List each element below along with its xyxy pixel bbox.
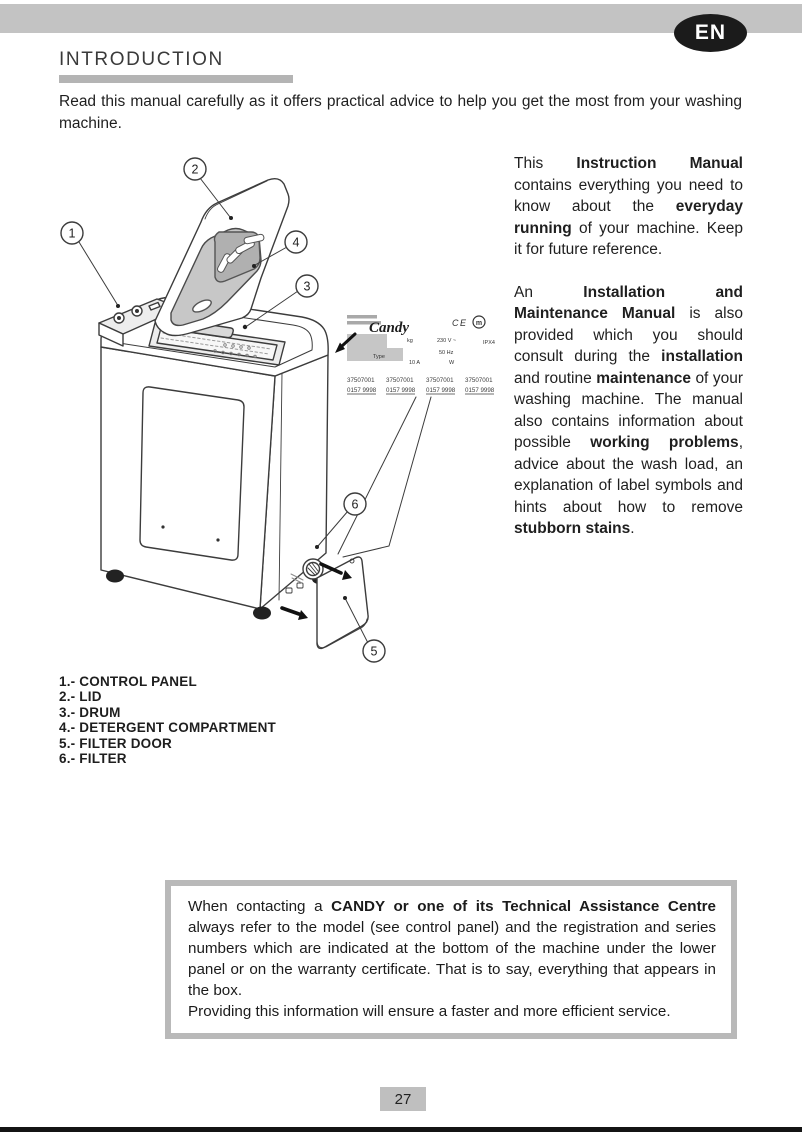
list-item: 3.- DRUM: [59, 704, 121, 720]
page-title: INTRODUCTION: [59, 49, 224, 70]
instruction-manual-paragraph: This Instruction Manual contains everything you need to know about the everyday running of your machine. Keep it for future reference.: [514, 155, 743, 258]
serial-numbers: [347, 377, 495, 394]
list-item: 5.- FILTER DOOR: [59, 735, 172, 751]
callout-6: 6: [351, 497, 359, 512]
type-label: Type: [373, 354, 385, 360]
filter-door: [317, 557, 368, 648]
intro-paragraph: Read this manual carefully as it offers practical advice to help you get the most from your washing machine.: [59, 93, 742, 132]
serial-leader-lines: [338, 397, 431, 557]
list-item: 6.- FILTER: [59, 751, 127, 767]
maintenance-manual-paragraph: An Installation and Maintenance Manual is also provided which you should consult during the installation and routine maintenance of your washing machine. The manual also contains information about possible working problems, advice about the wash load, an explanation of label symbols and hints about how to remove stubborn stains.: [514, 283, 743, 537]
assistance-note-text: When contacting a CANDY or one of its Technical Assistance Centre always refer to the model (see control panel) and the registration and series numbers which are indicated at the bottom of the machine under the lower panel or on the warranty certificate. That is to say, everything that appears in the box.: [188, 898, 716, 999]
svg-text:37507001: 37507001: [465, 377, 493, 384]
language-badge: EN: [674, 14, 747, 52]
assistance-note-box: [165, 880, 737, 1039]
svg-text:0157 9998: 0157 9998: [465, 387, 495, 394]
amps-label: 10 A: [409, 360, 421, 366]
svg-text:37507001: 37507001: [426, 377, 454, 384]
svg-text:0157 9998: 0157 9998: [426, 387, 456, 394]
callout-2: 2: [191, 162, 199, 177]
callout-3: 3: [303, 279, 311, 294]
parts-list: [59, 674, 276, 766]
ce-mark: CE: [452, 318, 468, 328]
manual-description-column: [514, 153, 743, 540]
foot-front: [253, 607, 271, 620]
svg-text:37507001: 37507001: [386, 377, 414, 384]
svg-text:37507001: 37507001: [347, 377, 375, 384]
brand-logo: Candy: [368, 320, 410, 336]
list-item: 2.- LID: [59, 689, 102, 705]
list-item: 1.- CONTROL PANEL: [59, 674, 197, 689]
voltage-label: 230 V ~: [437, 338, 457, 344]
callout-5: 5: [370, 644, 378, 659]
title-underline-bar: [59, 75, 293, 83]
callout-4: 4: [292, 235, 300, 250]
assistance-note-text-2: Providing this information will ensure a faster and more efficient service.: [188, 1003, 671, 1020]
list-item: 4.- DETERGENT COMPARTMENT: [59, 720, 276, 736]
ip-rating-label: IPX4: [483, 340, 495, 346]
bottom-black-bar: [0, 1127, 802, 1132]
svg-text:0157 9998: 0157 9998: [347, 387, 377, 394]
hz-label: 50 Hz: [439, 350, 454, 356]
front-door-panel: [140, 387, 244, 560]
washing-machine-diagram: [55, 150, 515, 680]
watts-label: W: [449, 360, 455, 366]
imq-letter: m: [475, 320, 483, 327]
pull-arrow-lower: [282, 608, 308, 620]
callout-1: 1: [68, 226, 76, 241]
svg-text:0157 9998: 0157 9998: [386, 387, 416, 394]
kg-label: kg: [407, 338, 413, 344]
foot-left: [106, 570, 124, 583]
page-number: 27: [380, 1087, 426, 1111]
